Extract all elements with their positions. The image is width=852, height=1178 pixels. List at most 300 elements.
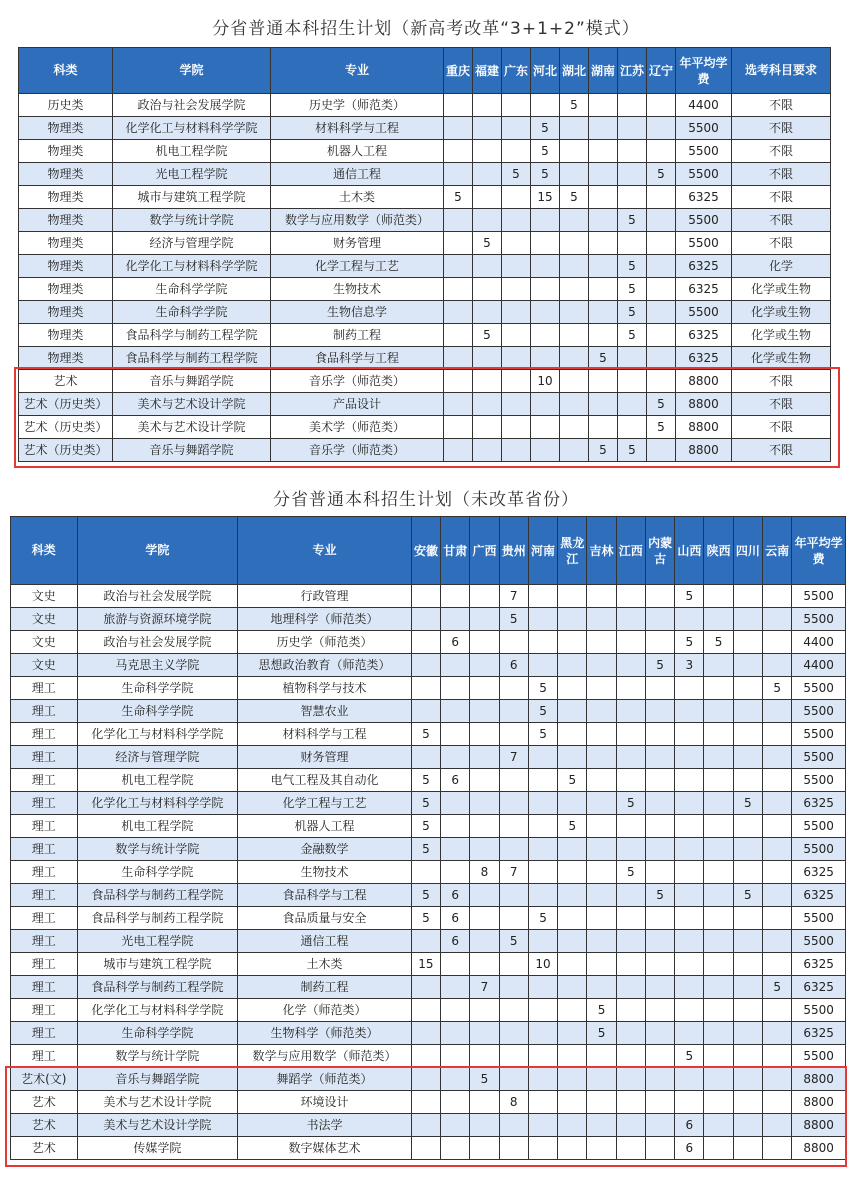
table-cell xyxy=(763,815,792,838)
table-cell: 5500 xyxy=(676,117,732,140)
table-cell xyxy=(675,792,704,815)
table-cell xyxy=(470,677,499,700)
table-cell: 数学与应用数学（师范类） xyxy=(271,209,444,232)
table-cell: 文史 xyxy=(11,585,78,608)
table-cell xyxy=(675,838,704,861)
table-cell xyxy=(470,999,499,1022)
table-cell: 理工 xyxy=(11,746,78,769)
table-cell xyxy=(528,654,557,677)
table-cell: 5 xyxy=(618,439,647,462)
table-cell xyxy=(618,186,647,209)
table-cell: 传媒学院 xyxy=(77,1137,238,1160)
table-cell xyxy=(502,370,531,393)
table-cell: 生命科学学院 xyxy=(77,677,238,700)
table-cell xyxy=(763,1022,792,1045)
table-cell xyxy=(704,1045,733,1068)
table-cell: 理工 xyxy=(11,677,78,700)
table-cell xyxy=(528,631,557,654)
table-cell: 理工 xyxy=(11,930,78,953)
table-cell: 音乐学（师范类） xyxy=(271,370,444,393)
table-cell: 6 xyxy=(441,907,470,930)
table-cell: 历史类 xyxy=(19,94,113,117)
table-cell: 5500 xyxy=(792,677,846,700)
table-cell xyxy=(645,976,674,999)
table-cell: 不限 xyxy=(732,439,831,462)
table2-header-cell: 安徽 xyxy=(411,517,440,585)
table2-header-cell: 贵州 xyxy=(499,517,528,585)
table-cell xyxy=(647,347,676,370)
table-cell: 5500 xyxy=(792,907,846,930)
table-cell: 生物科学（师范类） xyxy=(238,1022,412,1045)
table-cell: 5 xyxy=(411,792,440,815)
table-cell xyxy=(528,976,557,999)
table-cell: 5 xyxy=(733,792,762,815)
table-cell: 6325 xyxy=(792,792,846,815)
table-cell xyxy=(589,416,618,439)
table-cell xyxy=(473,370,502,393)
table-cell: 4400 xyxy=(792,654,846,677)
table-row xyxy=(11,1045,846,1068)
table-cell: 6325 xyxy=(792,884,846,907)
table-cell xyxy=(441,861,470,884)
table-cell xyxy=(587,907,616,930)
table-cell: 艺术（历史类） xyxy=(19,393,113,416)
table-cell xyxy=(616,746,645,769)
table1-header-cell: 重庆 xyxy=(444,48,473,94)
table-cell xyxy=(499,907,528,930)
table-cell: 6 xyxy=(441,930,470,953)
table-cell: 5 xyxy=(528,907,557,930)
table-cell xyxy=(558,792,587,815)
table-cell xyxy=(441,746,470,769)
table-cell xyxy=(587,792,616,815)
table-cell xyxy=(704,1022,733,1045)
table-cell xyxy=(704,953,733,976)
table-row xyxy=(19,324,831,347)
table-cell: 数学与统计学院 xyxy=(77,1045,238,1068)
table-cell: 美术与艺术设计学院 xyxy=(77,1091,238,1114)
table-cell xyxy=(589,94,618,117)
table-cell xyxy=(645,815,674,838)
table-row xyxy=(11,769,846,792)
table-cell xyxy=(589,232,618,255)
table-cell: 8800 xyxy=(792,1114,846,1137)
table-cell xyxy=(616,700,645,723)
table-cell xyxy=(645,1068,674,1091)
table2-header-cell: 山西 xyxy=(675,517,704,585)
table-cell xyxy=(441,953,470,976)
table-cell xyxy=(763,769,792,792)
table-cell xyxy=(560,347,589,370)
table-cell xyxy=(444,117,473,140)
table-cell: 物理类 xyxy=(19,301,113,324)
table-cell xyxy=(560,209,589,232)
table-cell xyxy=(411,700,440,723)
table-cell xyxy=(531,278,560,301)
table-cell xyxy=(411,1137,440,1160)
table-cell xyxy=(733,1091,762,1114)
table-cell: 8800 xyxy=(676,393,732,416)
table-cell: 7 xyxy=(499,746,528,769)
table-cell xyxy=(645,585,674,608)
table-cell xyxy=(470,1022,499,1045)
table-cell: 5500 xyxy=(792,999,846,1022)
table-cell xyxy=(645,631,674,654)
table-cell: 10 xyxy=(531,370,560,393)
table-cell xyxy=(763,585,792,608)
table-cell: 5 xyxy=(560,186,589,209)
table-cell xyxy=(473,255,502,278)
table-cell: 机器人工程 xyxy=(238,815,412,838)
table-cell xyxy=(560,301,589,324)
table-cell xyxy=(675,884,704,907)
table2-header-cell: 科类 xyxy=(11,517,78,585)
table2-header-cell: 专业 xyxy=(238,517,412,585)
table-cell: 5 xyxy=(411,815,440,838)
table-cell xyxy=(441,1137,470,1160)
table-cell xyxy=(473,347,502,370)
table-cell: 8800 xyxy=(676,416,732,439)
table-cell xyxy=(499,631,528,654)
table-cell xyxy=(763,654,792,677)
table-cell xyxy=(645,608,674,631)
table-cell: 生命科学学院 xyxy=(77,861,238,884)
table-cell: 理工 xyxy=(11,1045,78,1068)
table-cell xyxy=(645,999,674,1022)
table-cell: 5 xyxy=(618,255,647,278)
table-cell xyxy=(589,117,618,140)
table-cell xyxy=(675,953,704,976)
table-cell xyxy=(470,1091,499,1114)
table-cell: 理工 xyxy=(11,1022,78,1045)
table-cell: 音乐与舞蹈学院 xyxy=(77,1068,238,1091)
table-cell xyxy=(587,585,616,608)
table-cell xyxy=(560,324,589,347)
table-cell xyxy=(616,1022,645,1045)
table-cell xyxy=(441,654,470,677)
table2-header-cell: 广西 xyxy=(470,517,499,585)
table-cell xyxy=(499,1022,528,1045)
table1-header-row xyxy=(19,48,831,94)
table-cell: 马克思主义学院 xyxy=(77,654,238,677)
table-cell: 政治与社会发展学院 xyxy=(77,631,238,654)
table2-header-cell: 学院 xyxy=(77,517,238,585)
table-cell: 化学或生物 xyxy=(732,324,831,347)
table-cell: 食品科学与制药工程学院 xyxy=(77,976,238,999)
table-cell: 5500 xyxy=(676,209,732,232)
table-cell xyxy=(616,838,645,861)
table-row xyxy=(19,163,831,186)
table-cell: 经济与管理学院 xyxy=(113,232,271,255)
table-cell: 物理类 xyxy=(19,347,113,370)
table-cell xyxy=(470,585,499,608)
table-cell xyxy=(531,255,560,278)
table-cell xyxy=(531,347,560,370)
table-cell: 制药工程 xyxy=(238,976,412,999)
table-cell xyxy=(704,792,733,815)
table-cell xyxy=(704,1114,733,1137)
table2-header-cell: 河南 xyxy=(528,517,557,585)
table-cell xyxy=(411,585,440,608)
table-cell: 5 xyxy=(618,278,647,301)
table-cell: 机电工程学院 xyxy=(113,140,271,163)
table-cell xyxy=(618,140,647,163)
table-cell xyxy=(704,654,733,677)
table-cell: 物理类 xyxy=(19,163,113,186)
table-cell xyxy=(704,769,733,792)
table-cell xyxy=(470,1114,499,1137)
table-cell: 8800 xyxy=(792,1091,846,1114)
table-cell xyxy=(675,769,704,792)
table-cell xyxy=(411,1091,440,1114)
table-cell xyxy=(528,1114,557,1137)
table-cell xyxy=(618,163,647,186)
table-cell xyxy=(528,746,557,769)
table-cell xyxy=(558,608,587,631)
table-cell: 数学与统计学院 xyxy=(77,838,238,861)
table1-header-cell: 广东 xyxy=(502,48,531,94)
table2-header-cell: 黑龙江 xyxy=(558,517,587,585)
table-cell: 数学与应用数学（师范类） xyxy=(238,1045,412,1068)
table-cell: 5 xyxy=(618,324,647,347)
table-cell: 5 xyxy=(589,439,618,462)
table-cell xyxy=(763,1137,792,1160)
table-cell xyxy=(441,838,470,861)
table-cell xyxy=(444,347,473,370)
table-cell xyxy=(558,746,587,769)
table-cell xyxy=(645,723,674,746)
table-cell: 生物技术 xyxy=(238,861,412,884)
table-cell xyxy=(473,117,502,140)
table1-header-cell: 年平均学费 xyxy=(676,48,732,94)
table-cell xyxy=(587,700,616,723)
table-cell xyxy=(733,1114,762,1137)
table-cell: 6 xyxy=(441,769,470,792)
table-cell xyxy=(499,999,528,1022)
table-cell xyxy=(502,278,531,301)
table-cell: 理工 xyxy=(11,976,78,999)
table-cell xyxy=(473,163,502,186)
table-cell: 生命科学学院 xyxy=(77,1022,238,1045)
table-cell: 不限 xyxy=(732,94,831,117)
table-row xyxy=(11,1114,846,1137)
table-cell xyxy=(647,209,676,232)
table-cell: 理工 xyxy=(11,861,78,884)
table-cell xyxy=(733,723,762,746)
table-cell: 艺术 xyxy=(11,1091,78,1114)
table-cell: 化学或生物 xyxy=(732,278,831,301)
table2-header-cell: 甘肃 xyxy=(441,517,470,585)
table-cell: 不限 xyxy=(732,186,831,209)
table-row xyxy=(19,347,831,370)
table-cell xyxy=(704,1068,733,1091)
table-cell: 政治与社会发展学院 xyxy=(77,585,238,608)
table-cell: 5 xyxy=(675,631,704,654)
table-cell: 通信工程 xyxy=(271,163,444,186)
table-cell xyxy=(675,1022,704,1045)
table-cell xyxy=(645,1091,674,1114)
table-cell xyxy=(675,1068,704,1091)
table-row xyxy=(11,677,846,700)
table-cell xyxy=(531,209,560,232)
table-cell: 5 xyxy=(411,838,440,861)
table-cell xyxy=(675,1091,704,1114)
table-cell xyxy=(645,1022,674,1045)
table-cell xyxy=(441,608,470,631)
table-cell: 5 xyxy=(473,232,502,255)
table-cell xyxy=(587,746,616,769)
table-row xyxy=(19,393,831,416)
table-cell xyxy=(444,416,473,439)
table-cell xyxy=(411,631,440,654)
table2-header-cell: 云南 xyxy=(763,517,792,585)
table2-header-cell: 内蒙古 xyxy=(645,517,674,585)
table-cell xyxy=(499,1114,528,1137)
table-cell: 5 xyxy=(411,907,440,930)
table-cell xyxy=(528,1045,557,1068)
table-cell: 艺术 xyxy=(11,1114,78,1137)
table-cell xyxy=(499,1068,528,1091)
table-cell xyxy=(560,117,589,140)
table1-header-cell: 湖北 xyxy=(560,48,589,94)
table-row xyxy=(11,723,846,746)
table-cell xyxy=(587,861,616,884)
table-cell xyxy=(411,1022,440,1045)
table-cell: 5 xyxy=(704,631,733,654)
table-cell: 5500 xyxy=(676,232,732,255)
table-cell: 不限 xyxy=(732,393,831,416)
table-cell xyxy=(528,608,557,631)
table-row xyxy=(19,140,831,163)
table-cell xyxy=(616,1045,645,1068)
table-cell xyxy=(444,94,473,117)
table-cell: 电气工程及其自动化 xyxy=(238,769,412,792)
table-cell: 通信工程 xyxy=(238,930,412,953)
table-cell xyxy=(470,654,499,677)
table2-header-cell: 四川 xyxy=(733,517,762,585)
table-cell: 生物技术 xyxy=(271,278,444,301)
table-cell xyxy=(675,930,704,953)
table-cell xyxy=(499,769,528,792)
table-cell xyxy=(502,255,531,278)
table-cell xyxy=(763,884,792,907)
table-cell: 5 xyxy=(645,884,674,907)
table-cell: 5 xyxy=(589,347,618,370)
table-cell: 6 xyxy=(675,1137,704,1160)
table-cell xyxy=(560,393,589,416)
table-cell: 5500 xyxy=(792,723,846,746)
table-cell xyxy=(763,1068,792,1091)
table-cell xyxy=(616,953,645,976)
table-cell: 5500 xyxy=(792,838,846,861)
table-cell xyxy=(618,117,647,140)
table-cell xyxy=(441,1022,470,1045)
table-cell: 5 xyxy=(560,94,589,117)
table-cell: 环境设计 xyxy=(238,1091,412,1114)
table-cell xyxy=(499,838,528,861)
table-cell xyxy=(441,1091,470,1114)
table-cell: 机电工程学院 xyxy=(77,769,238,792)
table-cell xyxy=(704,677,733,700)
table-cell xyxy=(733,677,762,700)
table-cell xyxy=(558,884,587,907)
table-cell xyxy=(560,278,589,301)
table-cell xyxy=(531,416,560,439)
table-cell xyxy=(558,999,587,1022)
table-cell xyxy=(411,976,440,999)
table-cell xyxy=(470,769,499,792)
table-cell xyxy=(675,999,704,1022)
table-cell xyxy=(528,884,557,907)
table-cell: 艺术 xyxy=(19,370,113,393)
table-cell: 艺术 xyxy=(11,1137,78,1160)
table-cell: 制药工程 xyxy=(271,324,444,347)
table-cell xyxy=(763,838,792,861)
table-cell xyxy=(647,301,676,324)
table-row xyxy=(11,907,846,930)
table-cell xyxy=(441,1114,470,1137)
table-cell xyxy=(587,631,616,654)
table-cell xyxy=(589,370,618,393)
table-cell: 理工 xyxy=(11,884,78,907)
table-cell: 7 xyxy=(499,861,528,884)
table-cell xyxy=(444,255,473,278)
table-cell: 4400 xyxy=(676,94,732,117)
table-cell: 5 xyxy=(618,301,647,324)
table-cell: 不限 xyxy=(732,117,831,140)
table1-header-cell: 专业 xyxy=(271,48,444,94)
table-cell: 舞蹈学（师范类） xyxy=(238,1068,412,1091)
table-row xyxy=(11,746,846,769)
table-cell xyxy=(473,439,502,462)
table-cell xyxy=(647,232,676,255)
table-cell xyxy=(763,1114,792,1137)
table-cell: 物理类 xyxy=(19,209,113,232)
table-cell xyxy=(616,907,645,930)
table-cell: 文史 xyxy=(11,608,78,631)
table-cell xyxy=(733,907,762,930)
table-cell xyxy=(587,976,616,999)
table-cell xyxy=(470,746,499,769)
table-cell xyxy=(647,439,676,462)
table-row xyxy=(11,631,846,654)
table-cell xyxy=(558,976,587,999)
table-cell: 物理类 xyxy=(19,186,113,209)
table-cell: 5500 xyxy=(676,301,732,324)
table-cell xyxy=(411,746,440,769)
table-cell xyxy=(441,723,470,746)
table-cell xyxy=(502,301,531,324)
table-cell xyxy=(616,585,645,608)
table-cell xyxy=(587,1091,616,1114)
table-cell xyxy=(616,1091,645,1114)
table-cell xyxy=(587,1114,616,1137)
table-cell: 5 xyxy=(528,700,557,723)
table-cell xyxy=(704,861,733,884)
table-cell xyxy=(470,608,499,631)
table-row xyxy=(11,1091,846,1114)
table-cell xyxy=(441,677,470,700)
table-cell xyxy=(675,746,704,769)
table-cell: 5 xyxy=(473,324,502,347)
table1-header-cell: 福建 xyxy=(473,48,502,94)
table-cell: 8800 xyxy=(792,1068,846,1091)
table-cell: 政治与社会发展学院 xyxy=(113,94,271,117)
table-cell xyxy=(444,209,473,232)
table-cell xyxy=(587,884,616,907)
table-cell xyxy=(704,1091,733,1114)
table-cell xyxy=(444,393,473,416)
